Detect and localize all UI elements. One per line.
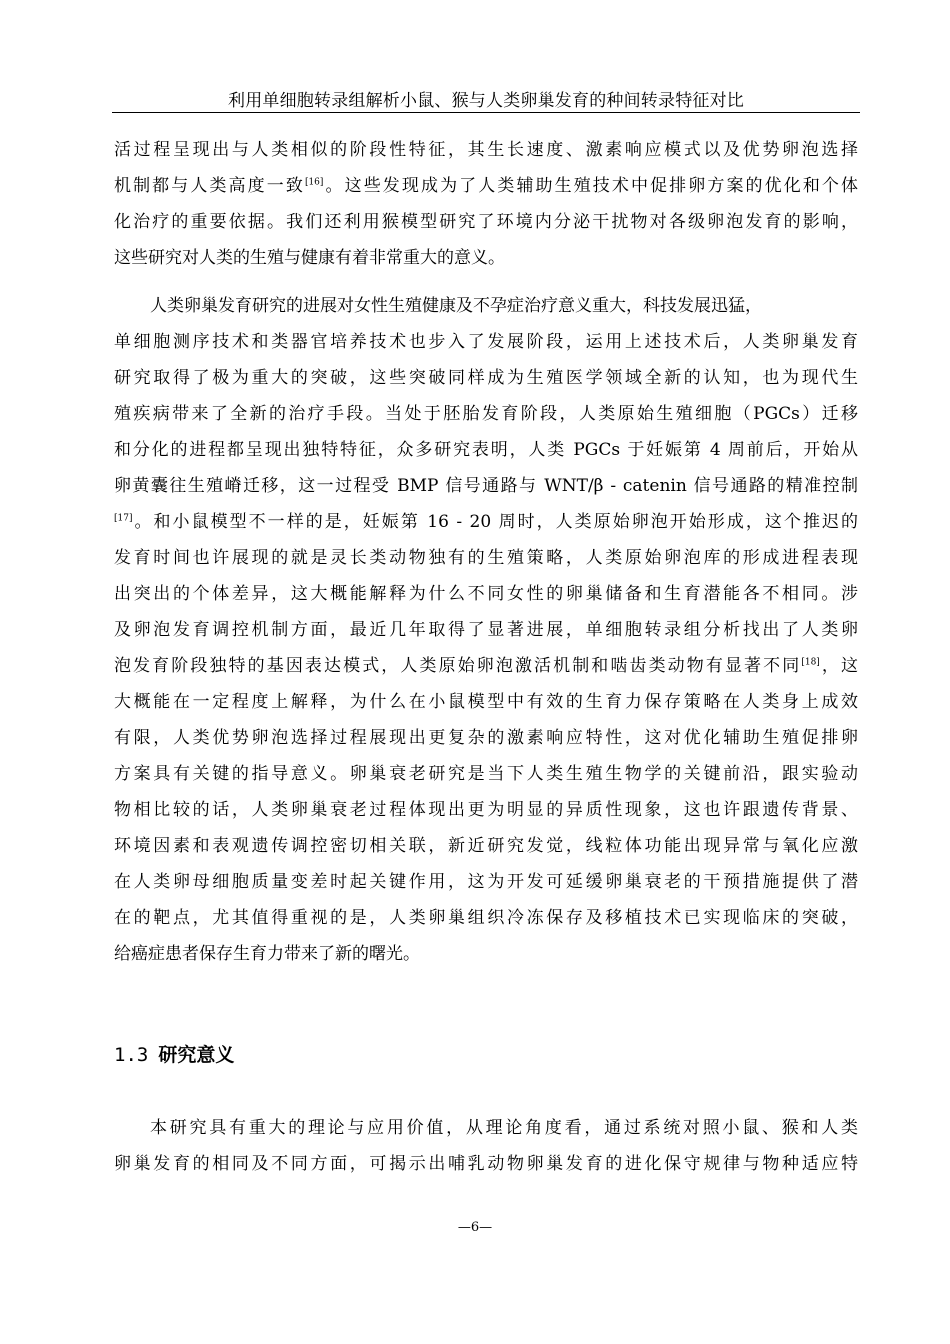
text-line: 出突出的个体差异，这大概能解释为什么不同女性的卵巢储备和生育潜能各不相同。涉: [114, 584, 858, 604]
text-line: 在人类卵母细胞质量变差时起关键作用，这为开发可延缓卵巢衰老的干预措施提供了潜: [114, 872, 858, 892]
text-line: 有限，人类优势卵泡选择过程展现出更复杂的激素响应特性，这对优化辅助生殖促排卵: [114, 728, 858, 748]
text-line: 环境因素和表观遗传调控密切相关联，新近研究发觉，线粒体功能出现异常与氧化应激: [114, 836, 858, 856]
paragraph-1: [114, 132, 858, 276]
text-line: 泡发育阶段独特的基因表达模式，人类原始卵泡激活机制和啮齿类动物有显著不同[18]，这: [114, 656, 858, 676]
text-line: 大概能在一定程度上解释，为什么在小鼠模型中有效的生育力保存策略在人类身上成效: [114, 692, 858, 712]
text-line: 及卵泡发育调控机制方面，最近几年取得了显著进展，单细胞转录组分析找出了人类卵: [114, 620, 858, 640]
text-line: 这些研究对人类的生殖与健康有着非常重大的意义。: [114, 248, 505, 268]
text-line: 物相比较的话，人类卵巢衰老过程体现出更为明显的异质性现象，这也许跟遗传背景、: [114, 800, 858, 820]
text-line: 本研究具有重大的理论与应用价值，从理论角度看，通过系统对照小鼠、猴和人类: [150, 1118, 858, 1138]
page-number: —6—: [457, 1220, 493, 1235]
citation-16: [16]: [304, 177, 324, 188]
section-title: 研究意义: [158, 1044, 235, 1066]
section-number: 1.3: [114, 1044, 149, 1066]
running-header: 利用单细胞转录组解析小鼠、猴与人类卵巢发育的种间转录特征对比: [228, 91, 744, 111]
citation-18: [18]: [801, 657, 820, 668]
text-line: 卵黄囊往生殖嵴迁移，这一过程受 BMP 信号通路与 WNT/β - catenin 信号通路的精准控制: [114, 476, 858, 496]
section-heading: [114, 1040, 234, 1070]
text-line: 方案具有关键的指导意义。卵巢衰老研究是当下人类生殖生物学的关键前沿，跟实验动: [114, 764, 858, 784]
header-rule: [112, 112, 860, 113]
text-line: 人类卵巢发育研究的进展对女性生殖健康及不孕症治疗意义重大，科技发展迅猛，: [150, 296, 762, 316]
text-line: 给癌症患者保存生育力带来了新的曙光。: [114, 944, 420, 964]
text-line: 活过程呈现出与人类相似的阶段性特征，其生长速度、激素响应模式以及优势卵泡选择: [114, 140, 858, 160]
text-line: 发育时间也许展现的就是灵长类动物独有的生殖策略，人类原始卵泡库的形成进程表现: [114, 548, 858, 568]
text-line: 在的靶点，尤其值得重视的是，人类卵巢组织冷冻保存及移植技术已实现临床的突破，: [114, 908, 858, 928]
text-line: 和分化的进程都呈现出独特特征，众多研究表明，人类 PGCs 于妊娠第 4 周前后，开始从: [114, 440, 858, 460]
text-line: 卵巢发育的相同及不同方面，可揭示出哺乳动物卵巢发育的进化保守规律与物种适应特: [114, 1154, 858, 1174]
paragraph-2: [114, 288, 858, 972]
citation-17: [17]: [114, 513, 133, 524]
text-line: 单细胞测序技术和类器官培养技术也步入了发展阶段，运用上述技术后，人类卵巢发育: [114, 332, 858, 352]
text-line: 机制都与人类高度一致[16]。这些发现成为了人类辅助生殖技术中促排卵方案的优化和个体: [114, 176, 858, 196]
text-line: 研究取得了极为重大的突破，这些突破同样成为生殖医学领域全新的认知，也为现代生: [114, 368, 858, 388]
text-line: [17]。和小鼠模型不一样的是，妊娠第 16 - 20 周时，人类原始卵泡开始形成，这个推迟的: [114, 512, 858, 532]
text-line: 化治疗的重要依据。我们还利用猴模型研究了环境内分泌干扰物对各级卵泡发育的影响，: [114, 212, 858, 232]
paragraph-3: [114, 1110, 858, 1182]
text-line: 殖疾病带来了全新的治疗手段。当处于胚胎发育阶段，人类原始生殖细胞（PGCs）迁移: [114, 404, 858, 424]
